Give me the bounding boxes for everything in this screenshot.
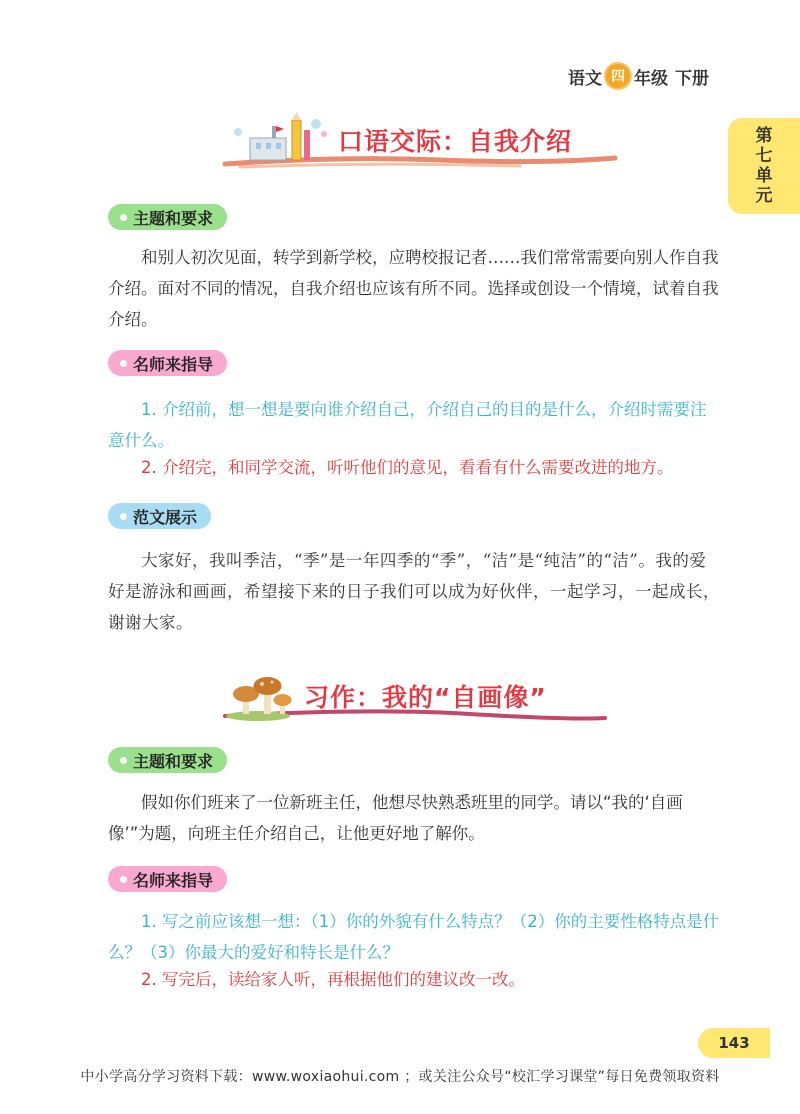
section2-guide-item1: 1. 写之前应该想一想：（1）你的外貌有什么特点？（2）你的主要性格特点是什么？（3）你最大的爱好和特长是什么？ [108, 912, 720, 962]
section1-theme-label-text: 主题和要求 [133, 208, 214, 228]
grade-badge: 四 [604, 62, 632, 90]
label-dot-icon [120, 214, 127, 221]
label-dot-icon [120, 360, 127, 367]
unit-tab [728, 118, 800, 214]
footer-text: 中小学高分学习资料下载：www.woxiaohui.com ；或关注公众号“校汇学习课堂”每日免费领取资料 [80, 1069, 720, 1085]
book-header [567, 62, 710, 90]
section1-sample-label [108, 503, 211, 529]
section1-theme-text: 和别人初次见面，转学到新学校，应聘校报记者……我们常常需要向别人作自我介绍。面对不同的情况，自我介绍也应该有所不同。选择或创设一个情境，试着自我介绍。 [108, 248, 719, 329]
section1-guide-label [108, 350, 227, 376]
section1-sample-label-text: 范文展示 [133, 507, 198, 527]
section1-guide-item1: 1. 介绍前，想一想是要向谁介绍自己，介绍自己的目的是什么，介绍时需要注意什么。 [108, 400, 707, 450]
section1-guide-item2: 2. 介绍完，和同学交流，听听他们的意见，看看有什么需要改进的地方。 [141, 458, 674, 477]
section1-guide-label-text: 名师来指导 [133, 354, 214, 374]
section1-banner [220, 112, 620, 172]
label-dot-icon [120, 876, 127, 883]
section2-guide-label-text: 名师来指导 [133, 870, 214, 890]
grade-suffix: 年级 [634, 68, 668, 89]
section2-theme-label-text: 主题和要求 [133, 751, 214, 771]
page-number: 143 [698, 1028, 770, 1058]
label-dot-icon [120, 757, 127, 764]
section2-theme-label [108, 747, 227, 773]
section2-theme-text: 假如你们班来了一位新班主任，他想尽快熟悉班里的同学。请以“我的‘自画像’”为题，向班主任介绍自己，让他更好地了解你。 [108, 793, 683, 843]
section1-title: 口语交际：自我介绍 [338, 127, 573, 156]
section1-sample-text: 大家好，我叫季洁，“季”是一年四季的“季”，“洁”是“纯洁”的“洁”。我的爱好是游泳和画画，希望接下来的日子我们可以成为好伙伴，一起学习，一起成长，谢谢大家。 [108, 551, 720, 632]
label-dot-icon [120, 513, 127, 520]
unit-tab-label: 第七单元 [755, 126, 773, 206]
section2-banner [220, 668, 620, 728]
section2-guide-label [108, 866, 227, 892]
section2-guide-item2: 2. 写完后，读给家人听，再根据他们的建议改一改。 [141, 970, 525, 989]
section1-theme-label [108, 204, 227, 230]
subject-name: 语文 [568, 68, 602, 89]
volume-name: 下册 [675, 68, 709, 89]
section2-title: 习作：我的“自画像” [304, 683, 547, 712]
